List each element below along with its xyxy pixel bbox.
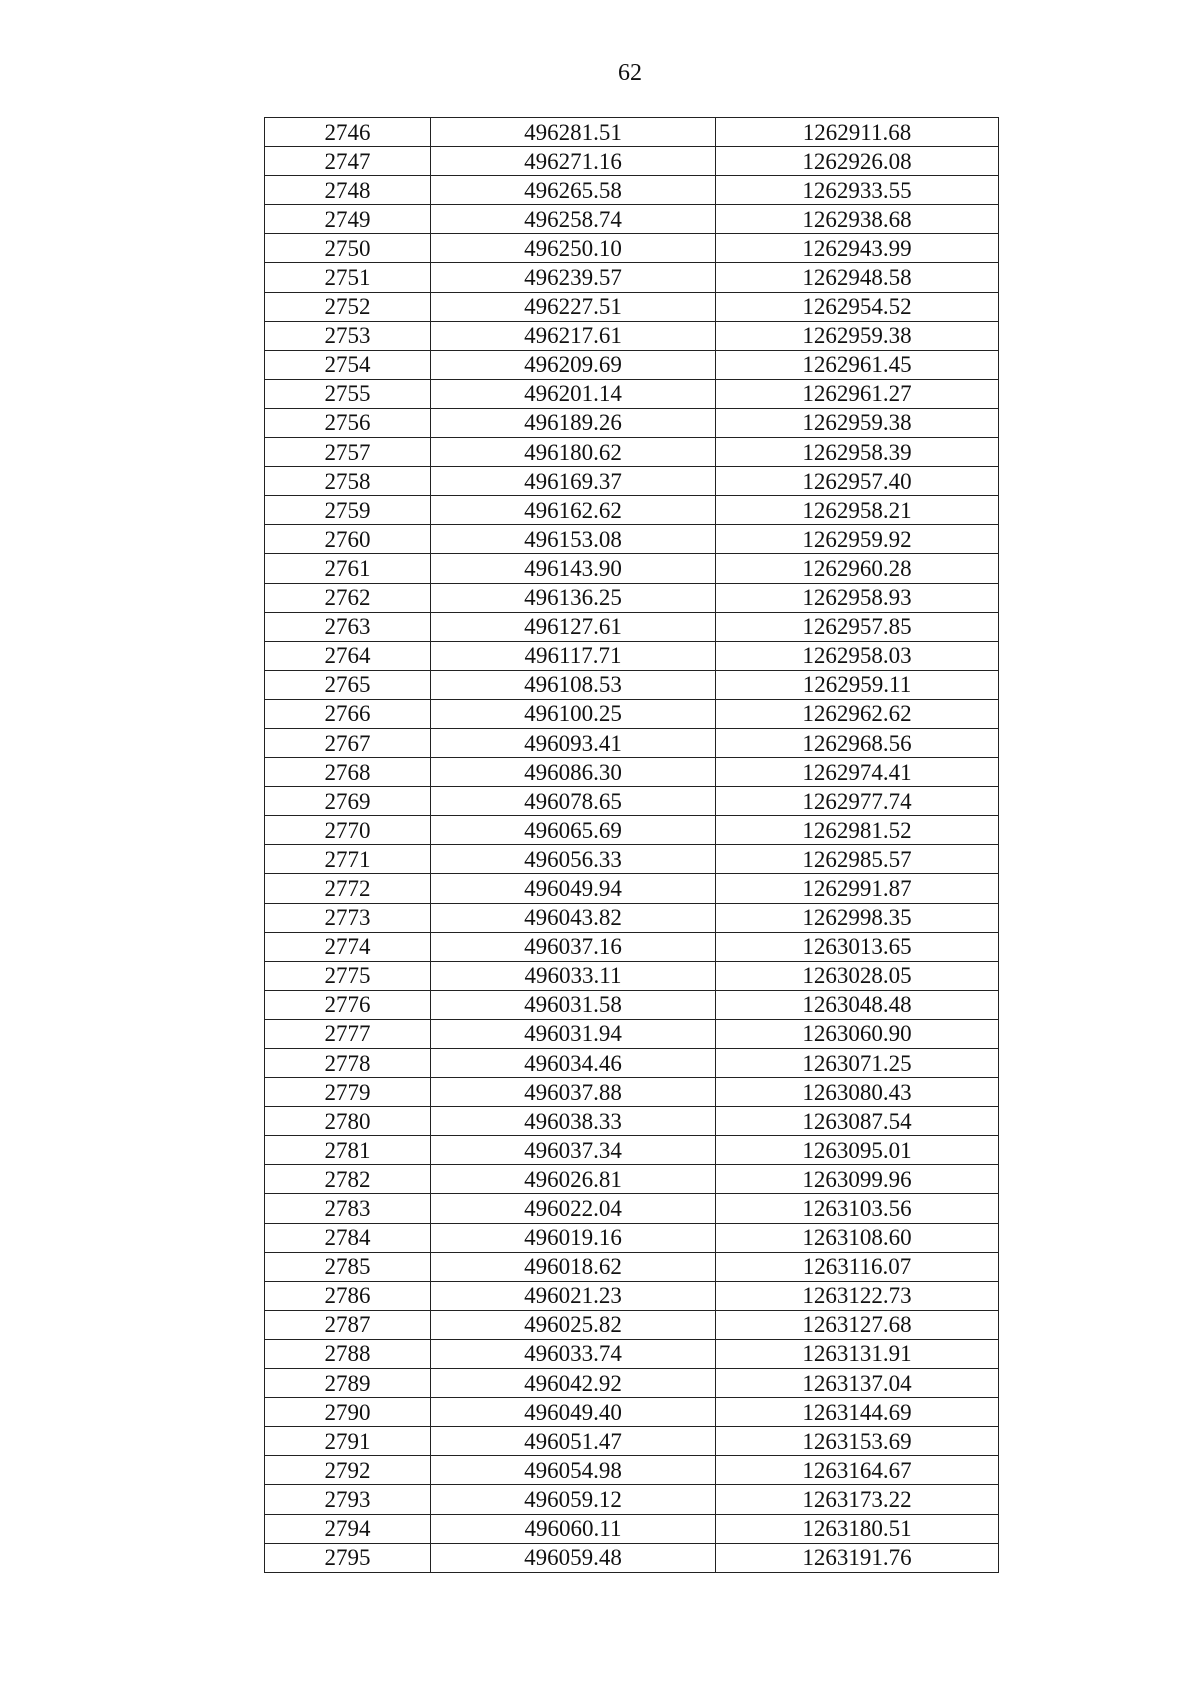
point-number-cell: 2749 <box>265 205 431 234</box>
point-number-cell: 2747 <box>265 147 431 176</box>
x-coordinate-cell: 496143.90 <box>431 554 716 583</box>
table-row <box>265 932 999 961</box>
x-coordinate-cell: 496037.16 <box>431 932 716 961</box>
point-number-cell: 2775 <box>265 961 431 990</box>
y-coordinate-cell: 1262985.57 <box>716 845 999 874</box>
y-coordinate-cell: 1262981.52 <box>716 816 999 845</box>
y-coordinate-cell: 1262959.92 <box>716 525 999 554</box>
point-number-cell: 2780 <box>265 1107 431 1136</box>
point-number-cell: 2759 <box>265 496 431 525</box>
y-coordinate-cell: 1262958.39 <box>716 438 999 467</box>
table-row <box>265 1223 999 1252</box>
table-row <box>265 903 999 932</box>
y-coordinate-cell: 1262958.03 <box>716 641 999 670</box>
x-coordinate-cell: 496100.25 <box>431 699 716 728</box>
x-coordinate-cell: 496059.12 <box>431 1485 716 1514</box>
y-coordinate-cell: 1262957.40 <box>716 467 999 496</box>
point-number-cell: 2757 <box>265 438 431 467</box>
table-row <box>265 408 999 437</box>
point-number-cell: 2786 <box>265 1281 431 1310</box>
point-number-cell: 2781 <box>265 1136 431 1165</box>
x-coordinate-cell: 496056.33 <box>431 845 716 874</box>
x-coordinate-cell: 496033.74 <box>431 1339 716 1368</box>
x-coordinate-cell: 496021.23 <box>431 1281 716 1310</box>
y-coordinate-cell: 1262960.28 <box>716 554 999 583</box>
point-number-cell: 2795 <box>265 1543 431 1572</box>
table-row <box>265 438 999 467</box>
point-number-cell: 2767 <box>265 728 431 757</box>
point-number-cell: 2753 <box>265 321 431 350</box>
table-row <box>265 1194 999 1223</box>
y-coordinate-cell: 1263173.22 <box>716 1485 999 1514</box>
x-coordinate-cell: 496127.61 <box>431 612 716 641</box>
y-coordinate-cell: 1262926.08 <box>716 147 999 176</box>
x-coordinate-cell: 496201.14 <box>431 379 716 408</box>
x-coordinate-cell: 496034.46 <box>431 1049 716 1078</box>
y-coordinate-cell: 1262991.87 <box>716 874 999 903</box>
table-row <box>265 758 999 787</box>
page-number: 62 <box>618 60 642 86</box>
table-row <box>265 554 999 583</box>
y-coordinate-cell: 1263095.01 <box>716 1136 999 1165</box>
coordinates-table <box>264 117 999 1573</box>
table-row <box>265 496 999 525</box>
table-row <box>265 118 999 147</box>
x-coordinate-cell: 496065.69 <box>431 816 716 845</box>
y-coordinate-cell: 1263153.69 <box>716 1427 999 1456</box>
table-row <box>265 1398 999 1427</box>
table-row <box>265 641 999 670</box>
point-number-cell: 2760 <box>265 525 431 554</box>
point-number-cell: 2765 <box>265 670 431 699</box>
table-row <box>265 612 999 641</box>
point-number-cell: 2785 <box>265 1252 431 1281</box>
x-coordinate-cell: 496162.62 <box>431 496 716 525</box>
point-number-cell: 2788 <box>265 1339 431 1368</box>
point-number-cell: 2773 <box>265 903 431 932</box>
table-row <box>265 467 999 496</box>
table-row <box>265 1019 999 1048</box>
x-coordinate-cell: 496026.81 <box>431 1165 716 1194</box>
y-coordinate-cell: 1263108.60 <box>716 1223 999 1252</box>
table-row <box>265 728 999 757</box>
table-row <box>265 525 999 554</box>
y-coordinate-cell: 1262959.38 <box>716 408 999 437</box>
point-number-cell: 2784 <box>265 1223 431 1252</box>
point-number-cell: 2792 <box>265 1456 431 1485</box>
table-row <box>265 1310 999 1339</box>
table-row <box>265 1514 999 1543</box>
y-coordinate-cell: 1262933.55 <box>716 176 999 205</box>
point-number-cell: 2777 <box>265 1019 431 1048</box>
y-coordinate-cell: 1263048.48 <box>716 990 999 1019</box>
y-coordinate-cell: 1263060.90 <box>716 1019 999 1048</box>
point-number-cell: 2750 <box>265 234 431 263</box>
y-coordinate-cell: 1263131.91 <box>716 1339 999 1368</box>
table-row <box>265 1049 999 1078</box>
y-coordinate-cell: 1263164.67 <box>716 1456 999 1485</box>
y-coordinate-cell: 1262943.99 <box>716 234 999 263</box>
point-number-cell: 2756 <box>265 408 431 437</box>
point-number-cell: 2791 <box>265 1427 431 1456</box>
point-number-cell: 2793 <box>265 1485 431 1514</box>
table-row <box>265 321 999 350</box>
table-row <box>265 350 999 379</box>
y-coordinate-cell: 1262958.93 <box>716 583 999 612</box>
y-coordinate-cell: 1263122.73 <box>716 1281 999 1310</box>
x-coordinate-cell: 496281.51 <box>431 118 716 147</box>
point-number-cell: 2746 <box>265 118 431 147</box>
point-number-cell: 2778 <box>265 1049 431 1078</box>
x-coordinate-cell: 496189.26 <box>431 408 716 437</box>
table-row <box>265 205 999 234</box>
table-row <box>265 292 999 321</box>
x-coordinate-cell: 496239.57 <box>431 263 716 292</box>
point-number-cell: 2763 <box>265 612 431 641</box>
table-row <box>265 147 999 176</box>
x-coordinate-cell: 496031.94 <box>431 1019 716 1048</box>
x-coordinate-cell: 496022.04 <box>431 1194 716 1223</box>
x-coordinate-cell: 496042.92 <box>431 1369 716 1398</box>
table-row <box>265 670 999 699</box>
table-row <box>265 845 999 874</box>
table-row <box>265 1485 999 1514</box>
y-coordinate-cell: 1263191.76 <box>716 1543 999 1572</box>
x-coordinate-cell: 496018.62 <box>431 1252 716 1281</box>
point-number-cell: 2766 <box>265 699 431 728</box>
point-number-cell: 2758 <box>265 467 431 496</box>
point-number-cell: 2761 <box>265 554 431 583</box>
table-row <box>265 787 999 816</box>
point-number-cell: 2794 <box>265 1514 431 1543</box>
table-row <box>265 1281 999 1310</box>
point-number-cell: 2772 <box>265 874 431 903</box>
point-number-cell: 2789 <box>265 1369 431 1398</box>
table-row <box>265 263 999 292</box>
x-coordinate-cell: 496093.41 <box>431 728 716 757</box>
point-number-cell: 2770 <box>265 816 431 845</box>
x-coordinate-cell: 496019.16 <box>431 1223 716 1252</box>
x-coordinate-cell: 496117.71 <box>431 641 716 670</box>
point-number-cell: 2779 <box>265 1078 431 1107</box>
x-coordinate-cell: 496054.98 <box>431 1456 716 1485</box>
y-coordinate-cell: 1263013.65 <box>716 932 999 961</box>
y-coordinate-cell: 1263080.43 <box>716 1078 999 1107</box>
point-number-cell: 2769 <box>265 787 431 816</box>
y-coordinate-cell: 1262977.74 <box>716 787 999 816</box>
table-row <box>265 1456 999 1485</box>
y-coordinate-cell: 1262974.41 <box>716 758 999 787</box>
x-coordinate-cell: 496078.65 <box>431 787 716 816</box>
table-row <box>265 874 999 903</box>
point-number-cell: 2748 <box>265 176 431 205</box>
table-row <box>265 1369 999 1398</box>
y-coordinate-cell: 1262961.27 <box>716 379 999 408</box>
point-number-cell: 2764 <box>265 641 431 670</box>
point-number-cell: 2783 <box>265 1194 431 1223</box>
y-coordinate-cell: 1262961.45 <box>716 350 999 379</box>
point-number-cell: 2751 <box>265 263 431 292</box>
table-row <box>265 1543 999 1572</box>
y-coordinate-cell: 1262959.38 <box>716 321 999 350</box>
table-row <box>265 1136 999 1165</box>
table-row <box>265 1165 999 1194</box>
point-number-cell: 2771 <box>265 845 431 874</box>
y-coordinate-cell: 1263144.69 <box>716 1398 999 1427</box>
x-coordinate-cell: 496180.62 <box>431 438 716 467</box>
table-row <box>265 699 999 728</box>
coordinates-table-body <box>265 118 999 1573</box>
x-coordinate-cell: 496033.11 <box>431 961 716 990</box>
x-coordinate-cell: 496153.08 <box>431 525 716 554</box>
x-coordinate-cell: 496227.51 <box>431 292 716 321</box>
y-coordinate-cell: 1262954.52 <box>716 292 999 321</box>
table-row <box>265 234 999 263</box>
x-coordinate-cell: 496049.94 <box>431 874 716 903</box>
y-coordinate-cell: 1263137.04 <box>716 1369 999 1398</box>
table-row <box>265 1427 999 1456</box>
x-coordinate-cell: 496051.47 <box>431 1427 716 1456</box>
y-coordinate-cell: 1262958.21 <box>716 496 999 525</box>
table-row <box>265 176 999 205</box>
x-coordinate-cell: 496025.82 <box>431 1310 716 1339</box>
x-coordinate-cell: 496086.30 <box>431 758 716 787</box>
y-coordinate-cell: 1262968.56 <box>716 728 999 757</box>
x-coordinate-cell: 496271.16 <box>431 147 716 176</box>
y-coordinate-cell: 1262957.85 <box>716 612 999 641</box>
y-coordinate-cell: 1263071.25 <box>716 1049 999 1078</box>
table-row <box>265 583 999 612</box>
x-coordinate-cell: 496059.48 <box>431 1543 716 1572</box>
x-coordinate-cell: 496049.40 <box>431 1398 716 1427</box>
y-coordinate-cell: 1262938.68 <box>716 205 999 234</box>
point-number-cell: 2754 <box>265 350 431 379</box>
point-number-cell: 2787 <box>265 1310 431 1339</box>
y-coordinate-cell: 1262962.62 <box>716 699 999 728</box>
y-coordinate-cell: 1262948.58 <box>716 263 999 292</box>
point-number-cell: 2790 <box>265 1398 431 1427</box>
table-row <box>265 961 999 990</box>
table-row <box>265 1107 999 1136</box>
table-row <box>265 1078 999 1107</box>
y-coordinate-cell: 1263087.54 <box>716 1107 999 1136</box>
point-number-cell: 2752 <box>265 292 431 321</box>
x-coordinate-cell: 496258.74 <box>431 205 716 234</box>
y-coordinate-cell: 1263099.96 <box>716 1165 999 1194</box>
point-number-cell: 2782 <box>265 1165 431 1194</box>
x-coordinate-cell: 496169.37 <box>431 467 716 496</box>
y-coordinate-cell: 1263116.07 <box>716 1252 999 1281</box>
x-coordinate-cell: 496250.10 <box>431 234 716 263</box>
x-coordinate-cell: 496037.88 <box>431 1078 716 1107</box>
table-row <box>265 1252 999 1281</box>
table-row <box>265 379 999 408</box>
x-coordinate-cell: 496265.58 <box>431 176 716 205</box>
point-number-cell: 2774 <box>265 932 431 961</box>
point-number-cell: 2755 <box>265 379 431 408</box>
x-coordinate-cell: 496060.11 <box>431 1514 716 1543</box>
x-coordinate-cell: 496037.34 <box>431 1136 716 1165</box>
table-row <box>265 990 999 1019</box>
x-coordinate-cell: 496038.33 <box>431 1107 716 1136</box>
point-number-cell: 2776 <box>265 990 431 1019</box>
point-number-cell: 2768 <box>265 758 431 787</box>
x-coordinate-cell: 496108.53 <box>431 670 716 699</box>
point-number-cell: 2762 <box>265 583 431 612</box>
x-coordinate-cell: 496043.82 <box>431 903 716 932</box>
x-coordinate-cell: 496031.58 <box>431 990 716 1019</box>
x-coordinate-cell: 496136.25 <box>431 583 716 612</box>
y-coordinate-cell: 1262911.68 <box>716 118 999 147</box>
y-coordinate-cell: 1263103.56 <box>716 1194 999 1223</box>
y-coordinate-cell: 1263180.51 <box>716 1514 999 1543</box>
x-coordinate-cell: 496209.69 <box>431 350 716 379</box>
x-coordinate-cell: 496217.61 <box>431 321 716 350</box>
y-coordinate-cell: 1263127.68 <box>716 1310 999 1339</box>
y-coordinate-cell: 1263028.05 <box>716 961 999 990</box>
table-row <box>265 816 999 845</box>
y-coordinate-cell: 1262998.35 <box>716 903 999 932</box>
table-row <box>265 1339 999 1368</box>
y-coordinate-cell: 1262959.11 <box>716 670 999 699</box>
